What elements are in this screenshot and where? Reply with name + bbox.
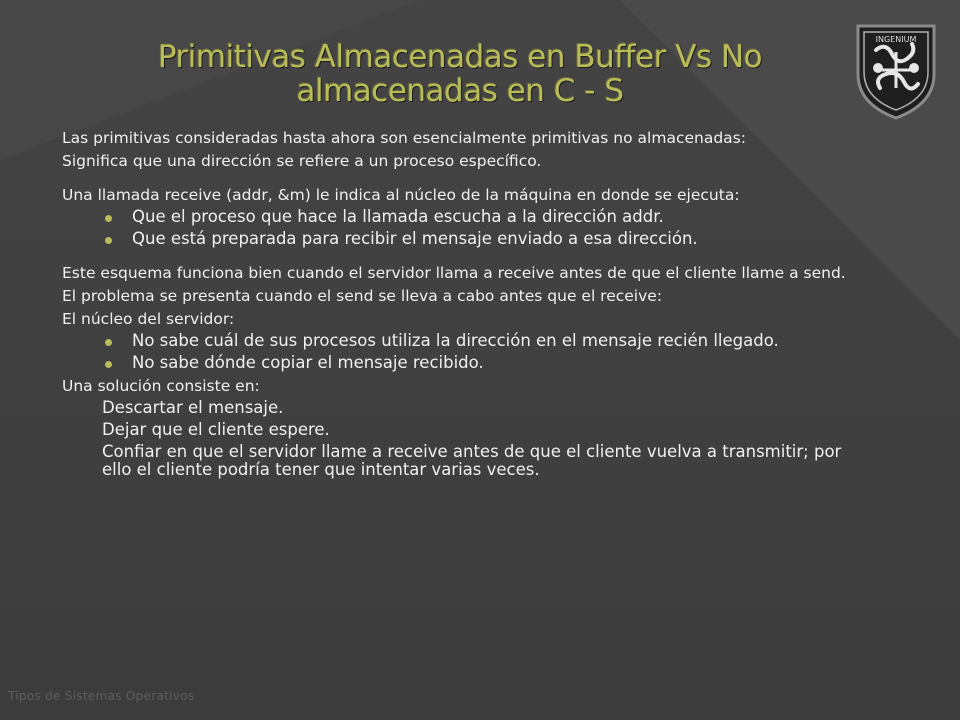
paragraph-6: El núcleo del servidor:	[62, 310, 235, 328]
slide-title	[150, 40, 770, 108]
slide-footer: Tipos de Sistemas Operativos	[8, 689, 195, 703]
bullet-item-2: Que está preparada para recibir el mensaje enviado a esa dirección.	[132, 230, 862, 248]
paragraph-3: Una llamada receive (addr, &m) le indica al núcleo de la máquina en donde se ejecuta:	[62, 186, 740, 204]
ingenium-shield-logo	[852, 22, 940, 120]
indent-item-2: Dejar que el cliente espere.	[102, 420, 330, 439]
logo-text: INGENIUM	[875, 35, 917, 44]
bullet-item-1: Que el proceso que hace la llamada escucha a la dirección addr.	[132, 208, 862, 226]
bullet-item-4: No sabe dónde copiar el mensaje recibido.	[132, 354, 862, 372]
slide-body	[62, 130, 862, 479]
title-line-1: Primitivas Almacenadas en Buffer Vs No	[157, 39, 763, 75]
paragraph-2: Significa que una dirección se refiere a un proceso específico.	[62, 152, 542, 170]
paragraph-7: Una solución consiste en:	[62, 377, 260, 395]
bullet-item-3: No sabe cuál de sus procesos utiliza la dirección en el mensaje recién llegado.	[132, 332, 862, 350]
indent-item-3: Confiar en que el servidor llame a receive antes de que el cliente vuelva a transmitir; por ello el cliente podría tener que intentar varias veces.	[102, 442, 842, 479]
paragraph-5: El problema se presenta cuando el send se lleva a cabo antes que el receive:	[62, 287, 663, 305]
title-line-2: almacenadas en C - S	[296, 73, 624, 109]
indent-item-1: Descartar el mensaje.	[102, 398, 284, 417]
paragraph-1: Las primitivas consideradas hasta ahora son esencialmente primitivas no almacenadas:	[62, 129, 746, 147]
paragraph-4: Este esquema funciona bien cuando el servidor llama a receive antes de que el cliente llame a send.	[62, 264, 846, 282]
